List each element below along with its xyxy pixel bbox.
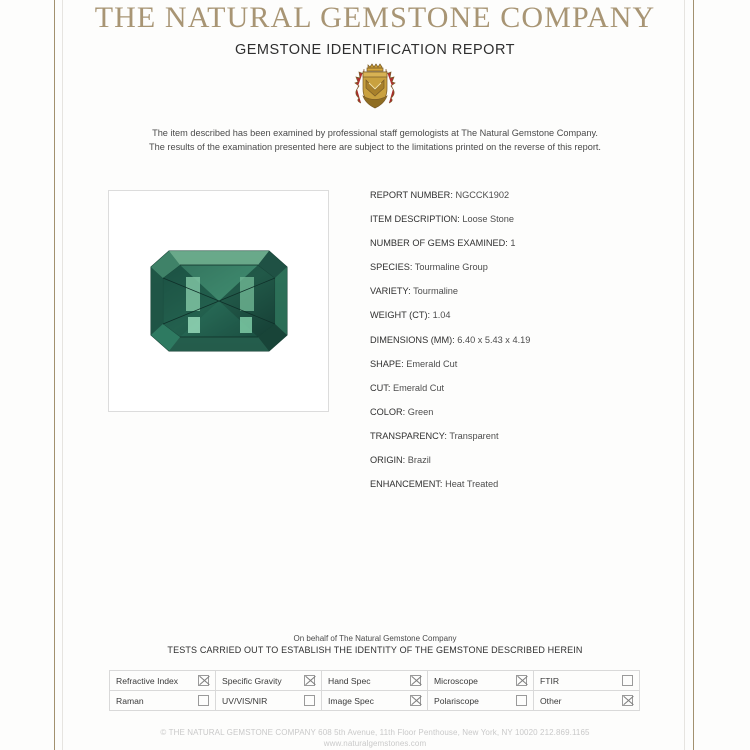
test-cell-ftir[interactable] [534, 671, 640, 691]
test-cell-image-spec[interactable] [322, 691, 428, 711]
checkbox-raman[interactable] [198, 695, 209, 706]
table-row [110, 671, 640, 691]
detail-row [370, 382, 670, 394]
detail-label: NUMBER OF GEMS EXAMINED: [370, 238, 508, 249]
page-title: GEMSTONE IDENTIFICATION REPORT [234, 41, 516, 58]
detail-value: NGCCK1902 [455, 190, 510, 200]
detail-label: COLOR: [370, 406, 406, 417]
detail-value: Tourmaline [413, 286, 459, 297]
detail-row [370, 430, 670, 442]
detail-row [370, 334, 670, 346]
test-cell-hand-spec[interactable] [322, 671, 428, 691]
detail-value: 1.04 [432, 310, 451, 321]
attestation [0, 633, 750, 657]
detail-value: Loose Stone [462, 214, 515, 225]
test-cell-polariscope[interactable] [428, 691, 534, 711]
detail-value: 1 [510, 238, 516, 249]
test-label: FTIR [540, 675, 560, 686]
detail-row [370, 309, 670, 321]
detail-value: Heat Treated [445, 479, 499, 490]
test-label: Raman [116, 695, 144, 706]
detail-row [370, 237, 670, 249]
checkbox-image-spec[interactable] [410, 695, 421, 706]
test-label: UV/VIS/NIR [222, 695, 268, 706]
attestation-line-1: On behalf of The Natural Gemstone Company [293, 634, 457, 643]
test-cell-other[interactable] [534, 691, 640, 711]
checkbox-refractive-index[interactable] [198, 675, 209, 686]
detail-row [370, 213, 670, 225]
checkbox-other[interactable] [622, 695, 633, 706]
test-label: Refractive Index [116, 675, 179, 686]
detail-label: VARIETY: [370, 286, 411, 297]
detail-label: ORIGIN: [370, 455, 406, 466]
detail-row [370, 189, 670, 201]
test-label: Hand Spec [328, 675, 371, 686]
disclaimer-line-2: The results of the examination presented here are subject to the limitations printed on the reverse of this report. [149, 141, 601, 152]
detail-label: WEIGHT (CT): [370, 310, 431, 321]
checkbox-polariscope[interactable] [516, 695, 527, 706]
detail-row [370, 478, 670, 490]
detail-row [370, 261, 670, 273]
detail-label: SPECIES: [370, 262, 413, 273]
detail-row [370, 358, 670, 370]
test-label: Image Spec [328, 695, 374, 706]
disclaimer [0, 127, 750, 154]
test-cell-microscope[interactable] [428, 671, 534, 691]
gem-photo-frame [108, 190, 329, 412]
tests-table [109, 670, 640, 711]
test-cell-refractive-index[interactable] [110, 671, 216, 691]
heraldic-crest-icon [350, 63, 400, 111]
detail-value: Tourmaline Group [414, 262, 488, 273]
test-cell-uv-vis-nir[interactable] [216, 691, 322, 711]
checkbox-hand-spec[interactable] [410, 675, 421, 686]
detail-label: REPORT NUMBER: [370, 190, 453, 200]
checkbox-specific-gravity[interactable] [304, 675, 315, 686]
masthead [0, 2, 750, 58]
emerald-cut-green-tourmaline-photo [144, 237, 294, 365]
detail-row [370, 406, 670, 418]
checkbox-uv-vis-nir[interactable] [304, 695, 315, 706]
test-label: Other [540, 695, 562, 706]
attestation-line-2: TESTS CARRIED OUT TO ESTABLISH THE IDENTITY OF THE GEMSTONE DESCRIBED HEREIN [167, 645, 583, 655]
detail-value: Green [407, 406, 434, 417]
test-cell-raman[interactable] [110, 691, 216, 711]
disclaimer-line-1: The item described has been examined by professional staff gemologists at The Natural Gemstone Company. [152, 128, 598, 138]
detail-value: Brazil [407, 455, 431, 466]
crest-container [0, 63, 750, 111]
test-label: Polariscope [434, 695, 479, 706]
detail-value: Emerald Cut [392, 382, 445, 393]
detail-label: TRANSPARENCY: [370, 430, 447, 441]
footer [0, 727, 750, 749]
checkbox-microscope[interactable] [516, 675, 527, 686]
detail-row [370, 285, 670, 297]
detail-row [370, 454, 670, 466]
test-cell-specific-gravity[interactable] [216, 671, 322, 691]
detail-label: DIMENSIONS (MM): [370, 334, 455, 345]
detail-label: ITEM DESCRIPTION: [370, 214, 460, 225]
checkbox-ftir[interactable] [622, 675, 633, 686]
detail-value: 6.40 x 5.43 x 4.19 [457, 334, 531, 345]
test-label: Microscope [434, 675, 478, 686]
table-row [110, 691, 640, 711]
report-details-list [370, 189, 670, 502]
detail-value: Transparent [449, 430, 499, 441]
detail-label: CUT: [370, 382, 391, 393]
detail-label: ENHANCEMENT: [370, 479, 443, 490]
detail-value: Emerald Cut [406, 358, 458, 369]
detail-label: SHAPE: [370, 358, 404, 369]
footer-address: © THE NATURAL GEMSTONE COMPANY 608 5th Avenue, 11th Floor Penthouse, New York, NY 10020 212.869.1165 [160, 728, 590, 737]
test-label: Specific Gravity [222, 675, 282, 686]
company-title: THE NATURAL GEMSTONE COMPANY [94, 1, 656, 34]
footer-website[interactable]: www.naturalgemstones.com [323, 739, 427, 748]
